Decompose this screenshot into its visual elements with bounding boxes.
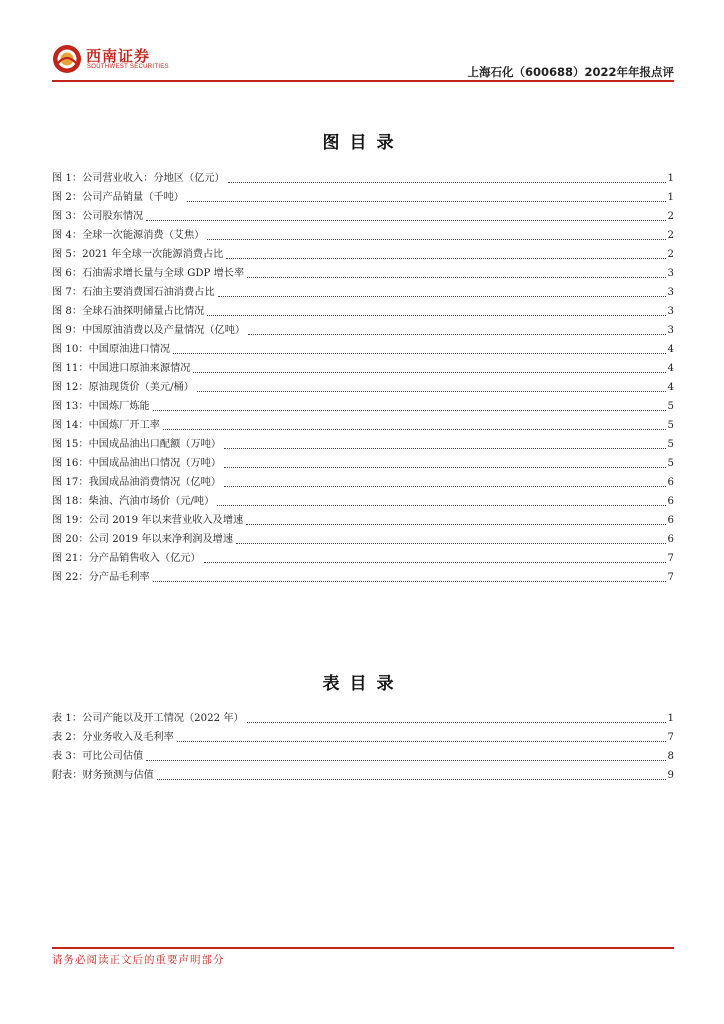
toc-entry[interactable] (52, 413, 674, 432)
toc-entry-page[interactable]: 2 (667, 211, 674, 222)
header-divider (52, 80, 674, 82)
toc-entry[interactable] (52, 706, 674, 725)
toc-entry[interactable] (52, 375, 674, 394)
toc-entry-label[interactable]: 图 19：公司 2019 年以来营业收入及增速 (52, 515, 244, 526)
toc-entry-page[interactable]: 6 (667, 496, 674, 507)
toc-entry-label[interactable]: 图 6：石油需求增长量与全球 GDP 增长率 (52, 268, 245, 279)
toc-entry-label[interactable]: 表 3：可比公司估值 (52, 751, 144, 762)
toc-entry[interactable] (52, 261, 674, 280)
toc-leader-dots (193, 372, 665, 373)
toc-entry[interactable] (52, 204, 674, 223)
toc-entry[interactable] (52, 451, 674, 470)
toc-entry[interactable] (52, 242, 674, 261)
toc-entry-label[interactable]: 表 1：公司产能以及开工情况（2022 年） (52, 713, 244, 724)
toc-entry[interactable] (52, 508, 674, 527)
toc-entry[interactable] (52, 527, 674, 546)
toc-entry[interactable] (52, 299, 674, 318)
toc-leader-dots (236, 543, 665, 544)
toc-entry-label[interactable]: 图 17：我国成品油消费情况（亿吨） (52, 477, 222, 488)
report-title: 上海石化（600688）2022年年报点评 (467, 65, 674, 79)
toc-entry-page[interactable]: 3 (667, 306, 674, 317)
toc-leader-dots (218, 296, 666, 297)
toc-entry-page[interactable]: 1 (667, 713, 674, 724)
logo-en-text: SOUTHWEST SECURITIES (87, 64, 169, 70)
tables-heading: 表目录 (322, 674, 404, 694)
toc-entry-label[interactable]: 图 9：中国原油消费以及产量情况（亿吨） (52, 325, 246, 336)
toc-leader-dots (247, 722, 666, 723)
toc-entry[interactable] (52, 185, 674, 204)
toc-entry-page[interactable]: 1 (667, 192, 674, 203)
toc-leader-dots (187, 201, 666, 202)
toc-entry-page[interactable]: 6 (667, 477, 674, 488)
toc-leader-dots (246, 524, 665, 525)
toc-entry-label[interactable]: 图 3：公司股东情况 (52, 211, 144, 222)
toc-entry-label[interactable]: 表 2：分业务收入及毛利率 (52, 732, 174, 743)
toc-leader-dots (207, 239, 665, 240)
toc-entry[interactable] (52, 356, 674, 375)
toc-entry-page[interactable]: 7 (667, 572, 674, 583)
toc-entry-page[interactable]: 1 (667, 173, 674, 184)
toc-entry-label[interactable]: 图 16：中国成品油出口情况（万吨） (52, 458, 222, 469)
toc-leader-dots (173, 353, 665, 354)
toc-entry-page[interactable]: 2 (667, 249, 674, 260)
toc-leader-dots (224, 448, 666, 449)
toc-entry[interactable] (52, 337, 674, 356)
toc-leader-dots (146, 220, 665, 221)
toc-entry-label[interactable]: 图 12：原油现货价（美元/桶） (52, 382, 194, 393)
toc-entry-label[interactable]: 图 5：2021 年全球一次能源消费占比 (52, 249, 224, 260)
toc-leader-dots (146, 760, 665, 761)
toc-entry-label[interactable]: 图 21：分产品销售收入（亿元） (52, 553, 201, 564)
toc-entry-page[interactable]: 5 (667, 420, 674, 431)
toc-entry-label[interactable]: 图 4：全球一次能源消费（艾焦） (52, 230, 205, 241)
figures-toc (52, 166, 674, 584)
toc-leader-dots (228, 182, 666, 183)
tables-toc (52, 706, 674, 782)
toc-entry-label[interactable]: 图 11：中国进口原油来源情况 (52, 363, 191, 374)
toc-entry-page[interactable]: 9 (667, 770, 674, 781)
toc-entry-label[interactable]: 图 8：全球石油探明储量占比情况 (52, 306, 205, 317)
logo-mark-icon (52, 44, 82, 74)
toc-entry[interactable] (52, 565, 674, 584)
toc-leader-dots (207, 315, 665, 316)
toc-entry[interactable] (52, 223, 674, 242)
toc-entry-page[interactable]: 6 (667, 534, 674, 545)
toc-leader-dots (226, 258, 665, 259)
toc-entry[interactable] (52, 470, 674, 489)
toc-entry-page[interactable]: 3 (667, 268, 674, 279)
toc-entry[interactable] (52, 744, 674, 763)
figures-heading: 图目录 (322, 133, 404, 153)
toc-leader-dots (157, 779, 666, 780)
toc-entry-page[interactable]: 6 (667, 515, 674, 526)
toc-entry-label[interactable]: 图 7：石油主要消费国石油消费占比 (52, 287, 215, 298)
toc-entry-page[interactable]: 5 (667, 458, 674, 469)
page-header (52, 40, 674, 82)
toc-entry-page[interactable]: 4 (667, 382, 674, 393)
toc-entry[interactable] (52, 489, 674, 508)
toc-entry-page[interactable]: 8 (667, 751, 674, 762)
toc-entry-label[interactable]: 图 20：公司 2019 年以来净利润及增速 (52, 534, 234, 545)
toc-entry-page[interactable]: 7 (667, 732, 674, 743)
toc-entry-page[interactable]: 5 (667, 439, 674, 450)
toc-leader-dots (204, 562, 666, 563)
toc-entry-label[interactable]: 图 18：柴油、汽油市场价（元/吨） (52, 496, 215, 507)
toc-leader-dots (197, 391, 666, 392)
toc-leader-dots (153, 581, 666, 582)
toc-entry-page[interactable]: 3 (667, 287, 674, 298)
toc-entry-label[interactable]: 图 1：公司营业收入：分地区（亿元） (52, 173, 225, 184)
toc-entry[interactable] (52, 280, 674, 299)
toc-entry-label[interactable]: 图 15：中国成品油出口配额（万吨） (52, 439, 222, 450)
footer-disclaimer: 请务必阅读正文后的重要声明部分 (52, 954, 225, 966)
toc-leader-dots (217, 505, 665, 506)
toc-leader-dots (248, 334, 665, 335)
toc-entry-page[interactable]: 3 (667, 325, 674, 336)
toc-entry[interactable] (52, 763, 674, 782)
toc-entry-page[interactable]: 4 (667, 363, 674, 374)
toc-entry[interactable] (52, 725, 674, 744)
toc-entry-label[interactable]: 图 22：分产品毛利率 (52, 572, 150, 583)
toc-entry[interactable] (52, 432, 674, 451)
toc-entry[interactable] (52, 546, 674, 565)
toc-leader-dots (163, 429, 666, 430)
toc-entry-page[interactable]: 5 (667, 401, 674, 412)
toc-leader-dots (224, 467, 666, 468)
toc-entry-label[interactable]: 图 10：中国原油进口情况 (52, 344, 171, 355)
toc-leader-dots (153, 410, 666, 411)
footer-divider (52, 947, 674, 949)
logo-cn-text: 西南证券 (86, 47, 151, 65)
company-logo (52, 44, 202, 76)
toc-entry[interactable] (52, 166, 674, 185)
toc-leader-dots (177, 741, 666, 742)
toc-entry-page[interactable]: 2 (667, 230, 674, 241)
toc-entry-label[interactable]: 图 13：中国炼厂炼能 (52, 401, 150, 412)
toc-entry-label[interactable]: 图 14：中国炼厂开工率 (52, 420, 160, 431)
toc-entry-page[interactable]: 4 (667, 344, 674, 355)
toc-entry[interactable] (52, 318, 674, 337)
toc-entry-label[interactable]: 附表：财务预测与估值 (52, 770, 154, 781)
toc-entry-page[interactable]: 7 (667, 553, 674, 564)
toc-leader-dots (224, 486, 666, 487)
toc-leader-dots (247, 277, 665, 278)
toc-entry[interactable] (52, 394, 674, 413)
toc-entry-label[interactable]: 图 2：公司产品销量（千吨） (52, 192, 184, 203)
